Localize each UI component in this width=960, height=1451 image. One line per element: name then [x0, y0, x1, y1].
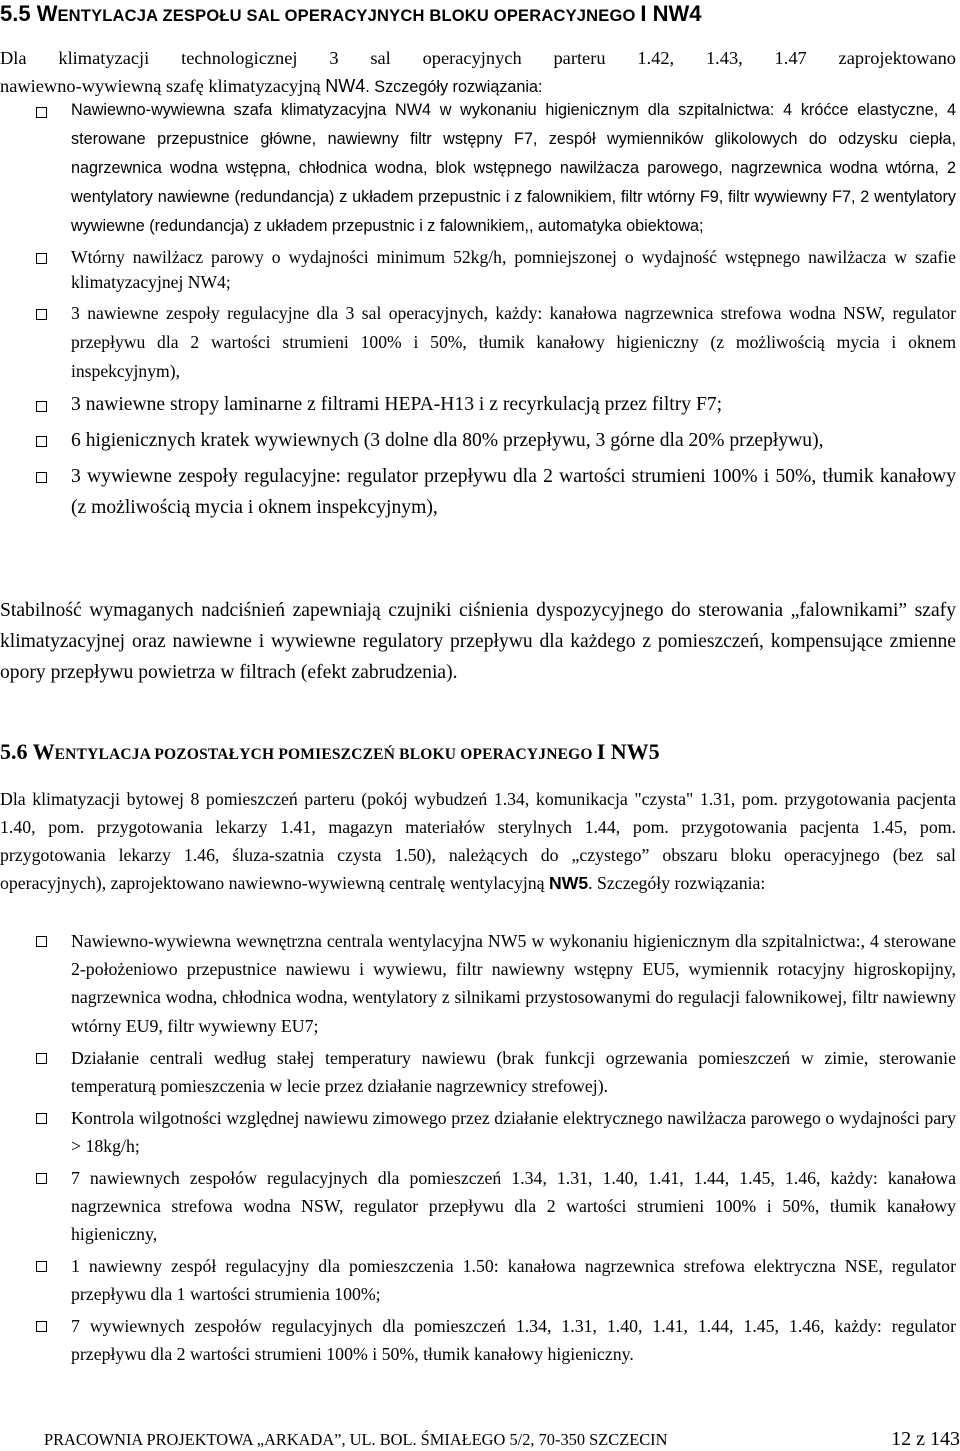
list-item — [0, 1164, 956, 1248]
checkbox-icon — [36, 1261, 47, 1272]
list-item — [0, 461, 956, 523]
list-5-6 — [0, 927, 956, 1368]
list-item — [0, 96, 956, 241]
list-5-5 — [0, 96, 956, 523]
list-item-text: Kontrola wilgotności względnej nawiewu zimowego przez działanie elektrycznego nawilżacza parowego o wydajności pary > 18kg/h; — [71, 1107, 956, 1156]
section-number: 5.6 W — [0, 739, 55, 764]
section-heading-5-5 — [0, 1, 960, 26]
checkbox-icon — [36, 472, 47, 483]
unit-name: NW5 — [549, 873, 589, 893]
checkbox-icon — [36, 401, 47, 412]
list-item-text: 1 nawiewny zespół regulacyjny dla pomieszczenia 1.50: kanałowa nagrzewnica strefowa elektryczna NSE, regulator przepływu dla 1 wartości strumienia 100%; — [71, 1255, 956, 1304]
list-item — [0, 927, 956, 1040]
list-item-text: Działanie centrali według stałej temperatury nawiewu (brak funkcji ogrzewania pomieszczeń w zimie, sterowanie temperaturą pomieszczenia w lecie przez działanie nagrzewnicy strefowej). — [71, 1047, 956, 1096]
section-title-text: ENTYLACJA ZESPOŁU SAL OPERACYJNYCH BLOKU OPERACYJNEGO — [57, 7, 641, 25]
list-item-text: 7 wywiewnych zespołów regulacyjnych dla pomieszczeń 1.34, 1.31, 1.40, 1.41, 1.44, 1.45, 1.46, każdy: regulator przepływu dla 2 wartości strumieni 100% i 50%, tłumik kanałowy higieniczny. — [71, 1315, 956, 1364]
unit-name: NW4 — [325, 76, 366, 96]
list-item — [0, 425, 956, 456]
checkbox-icon — [36, 936, 47, 947]
intro-text: nawiewno-wywiewną szafę klimatyzacyjną — [0, 76, 326, 96]
list-item — [0, 1104, 956, 1160]
intro-text-tail: . Szczegóły rozwiązania: — [365, 78, 543, 96]
list-item-text: Nawiewno-wywiewna wewnętrzna centrala wentylacyjna NW5 w wykonaniu higienicznym dla szpitalnictwa:, 4 sterowane 2-położeniowo przepustnice nawiewu i wywiewu, filtr nawiewny wstępny EU5, wymiennik rotacyjny higroskopijny, nagrzewnica wodna, chłodnica wodna, wentylatory z silnikami przystosowanymi do regulacji falownikowej, filtr nawiewny wtórny EU9, filtr wywiewny EU7; — [71, 931, 956, 1036]
list-item — [0, 1312, 956, 1368]
checkbox-icon — [36, 1321, 47, 1332]
list-item — [0, 245, 956, 295]
list-item — [0, 1252, 956, 1308]
list-item-text: 3 nawiewne stropy laminarne z filtrami HEPA-H13 i z recyrkulacją przez filtry F7; — [71, 394, 723, 415]
list-item-text: 3 wywiewne zespoły regulacyjne: regulator przepływu dla 2 wartości strumieni 100% i 50%, tłumik kanałowy (z możliwością mycia i oknem inspekcyjnym), — [71, 466, 956, 518]
checkbox-icon — [36, 309, 47, 320]
list-item-text: Nawiewno-wywiewna szafa klimatyzacyjna NW4 w wykonaniu higienicznym dla szpitalnictwa: 4 króćce elastyczne, 4 sterowane przepustnice główne, nawiewny filtr wstępny F7, zespół wymienników glikolowych do odzysku ciepła, nagrzewnica wodna wstępna, chłodnica wodna, blok wstępnego nawilżacza parowego, nagrzewnica wodna wtórna, 2 wentylatory nawiewne (redundancja) z układem przepustnic i z falownikiem, filtr wtórny F9, filtr wywiewny F7, 2 wentylatory wywiewne (redundancja) z układem przepustnic i z falownikiem,, automatyka obiektowa; — [71, 101, 956, 235]
intro-line-1: Dla klimatyzacji technologicznej 3 sal operacyjnych parteru 1.42, 1.43, 1.47 zaprojektowano — [0, 48, 956, 68]
checkbox-icon — [36, 107, 47, 118]
list-item — [0, 1044, 956, 1100]
page-footer — [44, 1428, 960, 1451]
section-heading-5-6 — [0, 739, 960, 765]
checkbox-icon — [36, 253, 47, 264]
section-title-end: I NW4 — [640, 1, 702, 26]
list-item-text: 7 nawiewnych zespołów regulacyjnych dla pomieszczeń 1.34, 1.31, 1.40, 1.41, 1.44, 1.45, 1.46, każdy: kanałowa nagrzewnica strefowa wodna NSW, regulator przepływu dla 2 wartości strumieni 100% i 50%, tłumik kanałowy higieniczny, — [71, 1167, 956, 1244]
section-title-end: I NW5 — [596, 739, 660, 764]
intro-paragraph-5-6 — [0, 785, 956, 897]
footer-company: PRACOWNIA PROJEKTOWA „ARKADA”, UL. BOL. ŚMIAŁEGO 5/2, 70-350 SZCZECIN — [44, 1430, 668, 1449]
list-item-text: Wtórny nawilżacz parowy o wydajności minimum 52kg/h, pomniejszonej o wydajność wstępnego nawilżacza w szafie klimatyzacyjnej NW4; — [71, 247, 956, 292]
list-item — [0, 299, 956, 386]
list-item-text: 6 higienicznych kratek wywiewnych (3 dolne dla 80% przepływu, 3 górne dla 20% przepływu), — [71, 430, 824, 451]
list-item — [0, 390, 956, 420]
intro-text: Dla klimatyzacji bytowej 8 pomieszczeń parteru (pokój wybudzeń 1.34, komunikacja "czysta" 1.31, pom. przygotowania pacjenta 1.40, pom. przygotowania lekarzy 1.41, magazyn materiałów sterylnych 1.44, pom. przygotowania pacjenta 1.45, pom. przygotowania lekarzy 1.46, śluza-szatnia czysta 1.50), należących do „czystego” obszaru bloku operacyjnego (bez sal operacyjnych), zaprojektowano nawiewno-wywiewną centralę wentylacyjną — [0, 789, 956, 893]
section-title-text: ENTYLACJA POZOSTAŁYCH POMIESZCZEŃ BLOKU OPERACYJNEGO — [54, 746, 597, 763]
checkbox-icon — [36, 436, 47, 447]
list-item-text: 3 nawiewne zespoły regulacyjne dla 3 sal operacyjnych, każdy: kanałowa nagrzewnica strefowa wodna NSW, regulator przepływu dla 2 wartości strumieni 100% i 50%, tłumik kanałowy higieniczny (z możliwością mycia i oknem inspekcyjnym), — [71, 303, 956, 381]
checkbox-icon — [36, 1053, 47, 1064]
checkbox-icon — [36, 1173, 47, 1184]
stability-paragraph: Stabilność wymaganych nadciśnień zapewniają czujniki ciśnienia dyspozycyjnego do sterowania „falownikami” szafy klimatyzacyjnej oraz nawiewne i wywiewne regulatory przepływu dla każdego z pomieszczeń, kompensujące zmienne opory przepływu powietrza w filtrach (efekt zabrudzenia). — [0, 600, 956, 683]
section-number: 5.5 W — [0, 1, 58, 26]
intro-text-tail: . Szczegóły rozwiązania: — [588, 873, 766, 893]
checkbox-icon — [36, 1113, 47, 1124]
intro-paragraph-5-5 — [0, 44, 956, 101]
page-number: 12 z 143 — [891, 1428, 960, 1450]
